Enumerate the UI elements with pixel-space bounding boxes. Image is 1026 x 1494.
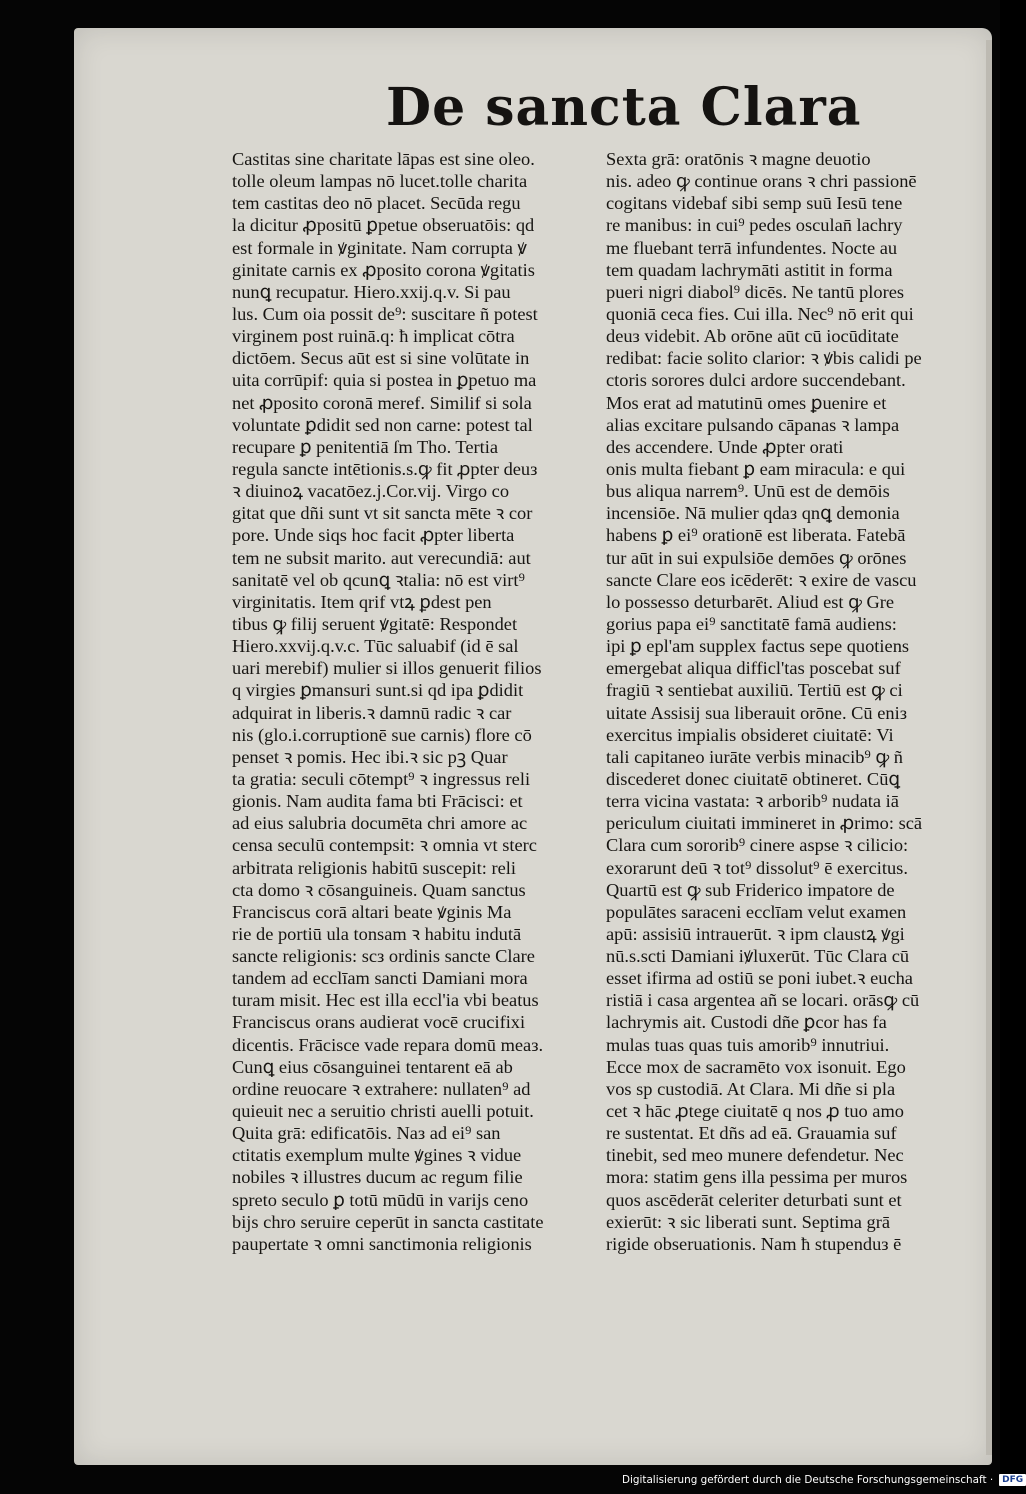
text-line: Clara cum sororib⁹ cinere aspse ꝛ cilicio: <box>606 835 909 856</box>
text-line: populātes saraceni ecclīam velut examen <box>606 901 907 922</box>
text-line: est formale in ꝟginitate. Nam corrupta ꝟ <box>232 237 527 258</box>
text-line: tinebit, sed meo munere defendetur. Nec <box>606 1145 904 1166</box>
text-line: alias excitare pulsando cāpanas ꝛ lampa <box>606 414 900 435</box>
text-line: quieuit nec a seruitio christi auelli potuit. <box>232 1101 534 1122</box>
text-line: recupare ꝑ penitentiā ſm Tho. Tertia <box>232 436 499 457</box>
text-line: emergebat aliqua difficl'tas poscebat suf <box>606 658 901 679</box>
text-column-left <box>232 148 600 1255</box>
text-line: quoniā ceca fies. Cui illa. Nec⁹ nō erit qui <box>606 303 914 324</box>
text-line: uita corrūpif: quia si postea in ꝑpetuo ma <box>232 370 537 391</box>
text-line: turam misit. Hec est illa eccl'ia vbi beatus <box>232 990 539 1011</box>
text-line: nunꝗ recupatur. Hiero.xxij.q.v. Si pau <box>232 281 511 302</box>
text-line: gorius papa ei⁹ sanctitatē famā audiens: <box>606 613 897 634</box>
text-line: re sustentat. Et dñs ad eā. Grauamia suf <box>606 1123 897 1144</box>
text-line: penset ꝛ pomis. Hec ibi.ꝛ sic pꝫ Quar <box>232 746 508 767</box>
text-line: adquirat in liberis.ꝛ damnū radic ꝛ car <box>232 702 512 723</box>
text-line: Ecce mox de sacramēto vox isonuit. Ego <box>606 1056 906 1077</box>
text-line: nū.s.scti Damiani iꝟluxerūt. Tūc Clara cū <box>606 946 910 967</box>
text-line: arbitrata religionis habitū suscepit: reli <box>232 857 516 878</box>
text-line: ipi ꝑ epl'am supplex factus sepe quotiens <box>606 636 910 657</box>
text-line: Castitas sine charitate lāpas est sine oleo. <box>232 149 535 169</box>
text-line: q virgies ꝑmansuri sunt.si qd ipa ꝑdidit <box>232 680 524 701</box>
text-line: apū: assisiū intrauerūt. ꝛ ipm claustꝝ ꝟgi <box>606 923 905 944</box>
text-line: tolle oleum lampas nō lucet.tolle charita <box>232 171 528 192</box>
text-line: censa seculū contempsit: ꝛ omnia vt sterc <box>232 835 537 856</box>
text-line: ctoris sorores dulci ardore succendebant. <box>606 370 906 391</box>
text-line: voluntate ꝑdidit sed non carne: potest tal <box>232 414 533 435</box>
text-line: mulas tuas quas tuis amorib⁹ innutriui. <box>606 1034 890 1055</box>
text-line: redibat: facie solito clarior: ꝛ ꝟbis calidi pe <box>606 348 922 369</box>
text-line: regula sancte intētionis.s.ꝙ fit ꝓpter deuз <box>232 458 538 479</box>
text-line: tali capitaneo iurāte verbis minacib⁹ ꝙ ñ <box>606 746 903 767</box>
text-line: nobiles ꝛ illustres ducum ac regum filie <box>232 1167 523 1188</box>
text-line: ta gratia: seculi cōtempt⁹ ꝛ ingressus reli <box>232 768 531 789</box>
text-line: exierūt: ꝛ sic liberati sunt. Septima grā <box>606 1211 890 1232</box>
text-line: habens ꝑ ei⁹ orationē est liberata. Fatebā <box>606 525 906 546</box>
text-line: vos sp custodiā. At Clara. Mi dñe si pla <box>606 1078 896 1099</box>
text-line: incensiōe. Nā mulier qdaз qnꝗ demonia <box>606 503 900 524</box>
text-line: Sexta grā: oratōnis ꝛ magne deuotio <box>606 149 871 169</box>
text-line: discederet donec ciuitatē obtineret. Cūꝗ <box>606 768 901 789</box>
text-line: periculum ciuitati immineret in ꝓrimo: scā <box>606 813 923 834</box>
text-line: rie de portiū ula tonsam ꝛ habitu indutā <box>232 923 522 944</box>
text-line: uari merebif) mulier si illos genuerit filios <box>232 658 542 679</box>
text-line: Cunꝗ eius cōsanguinei tentarent eā ab <box>232 1056 513 1077</box>
text-line: cogitans videbaf sibi semp suū Iesū tene <box>606 193 903 214</box>
text-line: pore. Unde siqs hoc facit ꝓpter liberta <box>232 525 515 546</box>
text-line: dictōem. Secus aūt est si sine volūtate in <box>232 348 530 369</box>
text-line: ctitatis exemplum multe ꝟgines ꝛ vidue <box>232 1145 522 1166</box>
text-line: quos ascēderāt celeriter deturbati sunt et <box>606 1189 902 1210</box>
text-line: net ꝓposito coronā meref. Similif si sola <box>232 392 532 413</box>
text-line: bus aliqua narrem⁹. Unū est de demōis <box>606 481 890 502</box>
text-line: rigide obseruationis. Nam ħ stupenduз ē <box>606 1233 902 1254</box>
text-line: Hiero.xxvij.q.v.c. Tūc saluabif (id ē sal <box>232 636 519 657</box>
text-line: esset ifirma ad ostiū se poni iubet.ꝛ eucha <box>606 968 913 989</box>
dfg-logo: DFG <box>999 1474 1026 1486</box>
text-line: sancte religionis: scз ordinis sancte Clare <box>232 946 535 967</box>
text-line: tur aūt in sui expulsiōe demōes ꝙ orōnes <box>606 547 907 568</box>
text-line: lus. Cum oia possit de⁹: suscitare ñ potest <box>232 303 538 324</box>
text-line: pueri nigri diabol⁹ dicēs. Ne tantū plores <box>606 281 905 302</box>
text-line: re manibus: in cui⁹ pedes osculan̄ lachry <box>606 215 903 236</box>
text-line: mora: statim gens illa pessima per muros <box>606 1167 908 1188</box>
text-line: Franciscus corā altari beate ꝟginis Ma <box>232 901 512 922</box>
text-line: tem ne subsit marito. aut verecundiā: aut <box>232 547 531 568</box>
text-line: sanitatē vel ob qcunꝗ ꝛtalia: nō est virt⁹ <box>232 569 525 590</box>
text-line: des accendere. Unde ꝓpter orati <box>606 436 844 457</box>
text-line: tibus ꝙ filij seruent ꝟgitatē: Respondet <box>232 613 518 634</box>
text-line: lo possesso deturbarēt. Aliud est ꝙ Gre <box>606 591 895 612</box>
text-line: spreto seculo ꝑ totū mūdū in varijs ceno <box>232 1189 529 1210</box>
text-line: Mos erat ad matutinū omes ꝑuenire et <box>606 392 887 413</box>
text-line: tem castitas deo nō placet. Secūda regu <box>232 193 521 214</box>
text-line: fragiū ꝛ sentiebat auxiliū. Tertiū est ꝙ ci <box>606 680 903 701</box>
text-line: exorarunt deū ꝛ tot⁹ dissolut⁹ ē exercitus. <box>606 857 908 878</box>
text-line: deuз videbit. Ab orōne aūt cū iocūditate <box>606 326 899 347</box>
text-line: cta domo ꝛ cōsanguineis. Quam sanctus <box>232 879 526 900</box>
text-line: ꝛ diuinoꝝ vacatōez.j.Cor.vij. Virgo co <box>232 481 510 502</box>
text-line: nis. adeo ꝙ continue orans ꝛ chri passionē <box>606 171 917 192</box>
text-line: me fluebant terrā infundentes. Nocte au <box>606 237 898 258</box>
text-line: lachrymis ait. Custodi dñe ꝑcor has fa <box>606 1012 887 1033</box>
text-line: tandem ad ecclīam sancti Damiani mora <box>232 968 528 989</box>
digitization-credit <box>622 1472 1024 1488</box>
page-title: De sancta Clara <box>386 77 862 138</box>
text-line: terra vicina vastata: ꝛ arborib⁹ nudata iā <box>606 791 899 812</box>
text-line: ordine reuocare ꝛ extrahere: nullaten⁹ ad <box>232 1078 531 1099</box>
text-line: ginitate carnis ex ꝓposito corona ꝟgitatis <box>232 259 535 280</box>
page-edge <box>986 40 992 1455</box>
credit-text: Digitalisierung gefördert durch die Deutsche Forschungsgemeinschaft · <box>622 1474 994 1486</box>
text-line: paupertate ꝛ omni sanctimonia religionis <box>232 1233 532 1254</box>
text-line: ristiā i casa argentea añ se locari. orāsꝙ cū <box>606 990 920 1011</box>
text-line: exercitus impialis obsideret ciuitatē: Vi <box>606 724 894 745</box>
text-line: Quita grā: edificatōis. Naз ad ei⁹ san <box>232 1123 501 1144</box>
text-line: la dicitur ꝓpositū ꝑpetue obseruatōis: qd <box>232 215 535 236</box>
text-line: cet ꝛ hāc ꝓtege ciuitatē q nos ꝓ tuo amo <box>606 1101 904 1122</box>
text-line: sancte Clare eos icēderēt: ꝛ exire de vascu <box>606 569 917 590</box>
text-line: ad eius salubria documēta chri amore ac <box>232 813 528 834</box>
text-column-right <box>606 148 970 1255</box>
text-line: virginitatis. Item qrif vtꝝ ꝑdest pen <box>232 591 492 612</box>
text-line: gionis. Nam audita fama bti Frācisci: et <box>232 791 523 812</box>
text-line: onis multa fiebant ꝑ eam miracula: e qui <box>606 458 906 479</box>
text-line: gitat que dñi sunt vt sit sancta mēte ꝛ cor <box>232 503 533 524</box>
text-line: virginem post ruinā.q: ħ implicat cōtra <box>232 326 515 347</box>
text-line: dicentis. Frācisce vade repara domū meaз. <box>232 1034 544 1055</box>
text-line: Quartū est ꝙ sub Friderico impatore de <box>606 879 895 900</box>
text-line: bijs chro seruire ceperūt in sancta castitate <box>232 1211 544 1232</box>
text-line: uitate Assisij sua liberauit orōne. Cū eniз <box>606 702 907 723</box>
text-line: tem quadam lachrymāti astitit in forma <box>606 259 893 280</box>
text-line: nis (glo.i.corruptionē sue carnis) flore cō <box>232 724 532 745</box>
text-line: Franciscus orans audierat vocē crucifixi <box>232 1012 526 1033</box>
